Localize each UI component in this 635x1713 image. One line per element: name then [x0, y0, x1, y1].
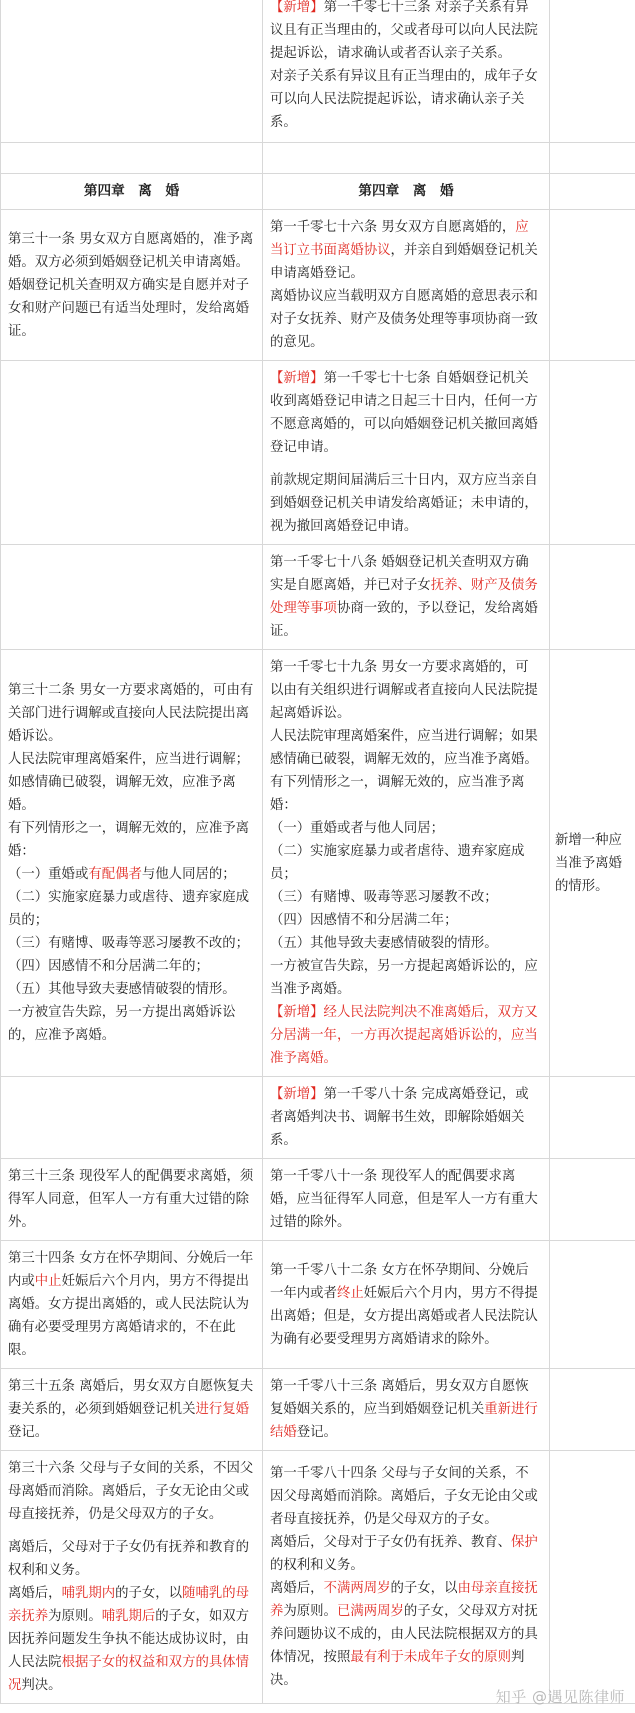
- highlighted-text: 保护: [511, 1535, 538, 1550]
- highlighted-text: 随哺乳的母亲抚养: [8, 1586, 250, 1624]
- clause-text: 一方被宣告失踪，另一方提出离婚诉讼的，应准予离婚。: [8, 1005, 236, 1043]
- clause-text: 登记。: [8, 1425, 49, 1440]
- watermark: [496, 1686, 625, 1707]
- clause-text: 的子女，父母双方对抚养问题协议不成的，由人民法院根据双方的具体情况，按照: [270, 1604, 538, 1665]
- clause-paragraph: [8, 817, 255, 863]
- note-cell: [550, 1241, 635, 1369]
- civil-code-cell: [263, 361, 550, 545]
- highlighted-text: 【新增】: [270, 371, 324, 386]
- note-cell: [550, 0, 635, 143]
- clause-paragraph: [8, 1247, 255, 1362]
- clause-text: 离婚协议应当载明双方自愿离婚的意思表示和对子女抚养、财产及债务处理等事项协商一致的意见。: [270, 289, 538, 350]
- clause-text: 人民法院审理离婚案件，应当进行调解；如感情确已破裂，调解无效，应准予离婚。: [8, 752, 250, 813]
- clause-text: （四）因感情不和分居满二年的；: [8, 959, 209, 974]
- clause-text: 第一千零七十六条 男女双方自愿离婚的，: [270, 220, 516, 235]
- clause-text: （三）有赌博、吸毒等恶习屡教不改；: [270, 890, 498, 905]
- clause-paragraph: [270, 955, 542, 1001]
- civil-code-cell: [263, 1159, 550, 1241]
- clause-paragraph: [270, 932, 542, 955]
- clause-paragraph: [270, 216, 542, 285]
- clause-text: 第一千零八十二条 女方在怀孕期间、分娩后一年内或者: [270, 1262, 529, 1301]
- clause-paragraph: [270, 771, 542, 817]
- highlighted-text: 终止: [336, 1285, 364, 1301]
- clause-paragraph: [270, 469, 542, 538]
- highlighted-text: 重新进行结婚: [270, 1402, 538, 1440]
- clause-paragraph: [270, 367, 542, 459]
- table-row: [1, 361, 635, 545]
- note-cell: [550, 545, 635, 650]
- clause-text: 对亲子关系有异议且有正当理由的，成年子女可以向人民法院提起诉讼，请求确认亲子关系。: [270, 68, 538, 130]
- table-row: [1, 1159, 635, 1241]
- clause-text: 为原则。: [48, 1609, 102, 1624]
- clause-paragraph: [270, 1001, 542, 1070]
- clause-paragraph: [270, 1462, 542, 1531]
- clause-text: 第一千零八十一条 现役军人的配偶要求离婚，应当征得军人同意，但是军人一方有重大过错的除外。: [270, 1169, 538, 1230]
- clause-text: 离婚后，: [270, 1581, 324, 1596]
- clause-paragraph: [270, 817, 542, 840]
- old-marriage-law-cell: [1, 1369, 263, 1451]
- civil-code-cell: [263, 1451, 550, 1704]
- clause-text: ，并亲自到婚姻登记机关申请离婚登记。: [270, 243, 538, 281]
- clause-text: 妊娠后六个月内，男方不得提出离婚；但是，女方提出离婚或者人民法院认为确有必要受理男方离婚请求的除外。: [270, 1285, 538, 1347]
- clause-text: 判决。: [270, 1650, 525, 1688]
- highlighted-text: 进行复婚: [195, 1402, 250, 1417]
- highlighted-text: 哺乳期内: [61, 1586, 116, 1601]
- clause-text: 的权利和义务。: [270, 1558, 364, 1573]
- clause-text: 第三十二条 男女一方要求离婚的，可由有关部门进行调解或直接向人民法院提出离婚诉讼。: [8, 683, 254, 744]
- clause-text: 第三十三条 现役军人的配偶要求离婚，须得军人同意，但军人一方有重大过错的除外。: [8, 1169, 254, 1230]
- highlighted-text: 抚养、财产及债务处理等事项: [270, 578, 538, 616]
- clause-paragraph: [270, 656, 542, 725]
- table-row: [1, 0, 635, 143]
- table-row: [1, 143, 635, 174]
- highlighted-text: 【新增】: [270, 1087, 324, 1102]
- clause-paragraph: [270, 1083, 542, 1152]
- old-marriage-law-cell: [1, 545, 263, 650]
- old-marriage-law-cell: [1, 1451, 263, 1704]
- clause-paragraph: [270, 1259, 542, 1351]
- old-marriage-law-cell: [1, 361, 263, 545]
- clause-text: 登记。: [296, 1425, 337, 1440]
- highlighted-text: 不满两周岁: [323, 1581, 391, 1596]
- highlighted-text: 哺乳期后: [101, 1609, 156, 1624]
- civil-code-cell: [263, 143, 550, 174]
- clause-paragraph: [8, 978, 255, 1001]
- clause-text: 有下列情形之一，调解无效的，应当准予离婚：: [270, 775, 525, 813]
- clause-text: 的子女，如双方因抚养问题发生争执不能达成协议时，由人民法院: [8, 1609, 250, 1670]
- table-row: [1, 210, 635, 361]
- highlighted-text: 已满两周岁: [336, 1604, 404, 1619]
- highlighted-text: 应当订立书面离婚协议: [270, 220, 529, 258]
- clause-text: 第一千零七十三条 对亲子关系有异议且有正当理由的，父或者母可以向人民法院提起诉讼，请求确认或者否认亲子关系。: [270, 0, 538, 61]
- clause-paragraph: [8, 1001, 255, 1047]
- clause-text: 前款规定期间届满后三十日内，双方应当亲自到婚姻登记机关申请发给离婚证；未申请的，视为撤回离婚登记申请。: [270, 473, 538, 534]
- clause-text: 第一千零八十四条 父母与子女间的关系，不因父母离婚而消除。离婚后，子女无论由父或者母直接抚养，仍是父母双方的子女。: [270, 1466, 538, 1527]
- chapter-header-row: [1, 174, 635, 210]
- old-marriage-law-cell: [1, 0, 263, 143]
- clause-paragraph: [8, 748, 255, 817]
- note-cell: [550, 174, 635, 210]
- clause-text: 为原则。: [283, 1604, 337, 1619]
- clause-text: 第一千零八十三条 离婚后，男女双方自愿恢复婚姻关系的，应当到婚姻登记机关: [270, 1379, 529, 1417]
- clause-paragraph: [270, 0, 542, 65]
- clause-text: （一）重婚或者与他人同居；: [270, 821, 445, 836]
- clause-text: （三）有赌博、吸毒等恶习屡教不改的；: [8, 936, 250, 951]
- table-row: [1, 1077, 635, 1159]
- clause-paragraph: [8, 1536, 255, 1582]
- civil-code-cell: [263, 0, 550, 143]
- clause-paragraph: [270, 551, 542, 643]
- highlighted-text: 【新增】经人民法院判决不准离婚后，双方又分居满一年，一方再次提起离婚诉讼的，应当准予离婚。: [270, 1005, 538, 1066]
- clause-paragraph: [270, 1165, 542, 1234]
- civil-code-chapter-title: 第四章 离 婚: [263, 174, 550, 210]
- civil-code-cell: [263, 1369, 550, 1451]
- clause-text: 判决。: [21, 1678, 62, 1693]
- table-row: [1, 650, 635, 1077]
- clause-paragraph: [8, 886, 255, 932]
- highlighted-text: 根据子女的权益和双方的具体情况: [8, 1655, 250, 1693]
- table-body: [1, 0, 635, 1704]
- highlighted-text: 由母亲直接抚养: [270, 1581, 538, 1619]
- clause-paragraph: [8, 932, 255, 955]
- civil-code-cell: [263, 1077, 550, 1159]
- clause-paragraph: [270, 285, 542, 354]
- clause-text: （五）其他导致夫妻感情破裂的情形。: [8, 982, 236, 997]
- clause-text: （二）实施家庭暴力或者虐待、遗弃家庭成员；: [270, 844, 525, 882]
- clause-text: 第三十四条 女方在怀孕期间、分娩后一年内或: [8, 1251, 254, 1289]
- clause-paragraph: [8, 955, 255, 978]
- clause-paragraph: [270, 909, 542, 932]
- clause-text: 协商一致的，予以登记，发给离婚证。: [270, 601, 538, 639]
- clause-paragraph: [270, 725, 542, 771]
- clause-text: 第一千零八十条 完成离婚登记，或者离婚判决书、调解书生效，即解除婚姻关系。: [270, 1087, 529, 1148]
- highlighted-text: 中止: [34, 1274, 62, 1289]
- old-law-chapter-title: 第四章 离 婚: [1, 174, 263, 210]
- clause-text: 人民法院审理离婚案件，应当进行调解；如果感情确已破裂，调解无效的，应当准予离婚。: [270, 729, 538, 767]
- clause-text: 离婚后，: [8, 1586, 62, 1601]
- clause-text: 第三十五条 离婚后，男女双方自愿恢复夫妻关系的，必须到婚姻登记机关: [8, 1379, 254, 1417]
- table-row: [1, 1241, 635, 1369]
- old-marriage-law-cell: [1, 1241, 263, 1369]
- table-row: [1, 1369, 635, 1451]
- clause-paragraph: [8, 1375, 255, 1444]
- clause-paragraph: [8, 1165, 255, 1234]
- clause-paragraph: [8, 228, 255, 343]
- note-cell: [550, 361, 635, 545]
- clause-text: （一）重婚或: [8, 867, 89, 882]
- clause-text: （四）因感情不和分居满二年；: [270, 913, 458, 928]
- clause-text: 第三十六条 父母与子女间的关系，不因父母离婚而消除。离婚后，子女无论由父或母直接抚养，仍是父母双方的子女。: [8, 1461, 254, 1522]
- clause-text: 第一千零七十九条 男女一方要求离婚的，可以由有关组织进行调解或者直接向人民法院提起离婚诉讼。: [270, 660, 538, 721]
- old-marriage-law-cell: [1, 1159, 263, 1241]
- clause-text: 的子女，以: [390, 1581, 458, 1596]
- civil-code-cell: [263, 650, 550, 1077]
- zhihu-logo-text: 知乎 @遇见陈律师: [495, 1688, 625, 1706]
- note-cell: [550, 1077, 635, 1159]
- clause-text: 离婚后，父母对于子女仍有抚养和教育的权利和义务。: [8, 1540, 250, 1578]
- clause-paragraph: [8, 679, 255, 748]
- clause-paragraph: [8, 863, 255, 886]
- clause-text: 妊娠后六个月内，男方不得提出离婚。女方提出离婚的，或人民法院认为确有必要受理男方离婚请求的，不在此限。: [8, 1274, 250, 1358]
- clause-paragraph: [270, 840, 542, 886]
- clause-text: 第一千零七十七条 自婚姻登记机关收到离婚登记申请之日起三十日内，任何一方不愿意离婚的，可以向婚姻登记机关撤回离婚登记申请。: [270, 371, 538, 455]
- civil-code-cell: [263, 210, 550, 361]
- clause-paragraph: [270, 1375, 542, 1444]
- note-cell: [550, 210, 635, 361]
- clause-paragraph: [8, 1457, 255, 1526]
- table-row: [1, 545, 635, 650]
- highlighted-text: 最有利于未成年子女的原则: [350, 1650, 512, 1665]
- clause-text: 一方被宣告失踪，另一方提起离婚诉讼的，应当准予离婚。: [270, 959, 538, 997]
- clause-text: 离婚后，父母对于子女仍有抚养、教育、: [270, 1535, 512, 1550]
- clause-text: （二）实施家庭暴力或虐待、遗弃家庭成员的；: [8, 890, 250, 928]
- clause-text: 与他人同居的；: [141, 867, 236, 882]
- clause-paragraph: [270, 886, 542, 909]
- note-cell: [550, 143, 635, 174]
- civil-code-cell: [263, 545, 550, 650]
- highlighted-text: 【新增】: [270, 0, 324, 15]
- clause-paragraph: [8, 1582, 255, 1697]
- clause-text: 第三十一条 男女双方自愿离婚的，准予离婚。双方必须到婚姻登记机关申请离婚。婚姻登记机关查明双方确实是自愿并对子女和财产问题已有适当处理时，发给离婚证。: [8, 231, 254, 339]
- table-row: [1, 1451, 635, 1704]
- clause-paragraph: [270, 1577, 542, 1692]
- highlighted-text: 有配偶者: [88, 867, 142, 882]
- old-marriage-law-cell: [1, 143, 263, 174]
- clause-text: 第一千零七十八条 婚姻登记机关查明双方确实是自愿离婚，并已对子女: [270, 555, 529, 593]
- old-marriage-law-cell: [1, 210, 263, 361]
- clause-text: 的子女，以: [115, 1586, 183, 1601]
- civil-code-cell: [263, 1241, 550, 1369]
- clause-paragraph: [270, 65, 542, 134]
- old-marriage-law-cell: [1, 650, 263, 1077]
- clause-text: （五）其他导致夫妻感情破裂的情形。: [270, 936, 498, 951]
- note-cell: [550, 1369, 635, 1451]
- old-marriage-law-cell: [1, 1077, 263, 1159]
- note-cell: 新增一种应当准予离婚的情形。: [550, 650, 635, 1077]
- note-cell: [550, 1451, 635, 1704]
- clause-paragraph: [270, 1531, 542, 1577]
- note-cell: [550, 1159, 635, 1241]
- clause-text: 有下列情形之一，调解无效的，应准予离婚：: [8, 821, 250, 859]
